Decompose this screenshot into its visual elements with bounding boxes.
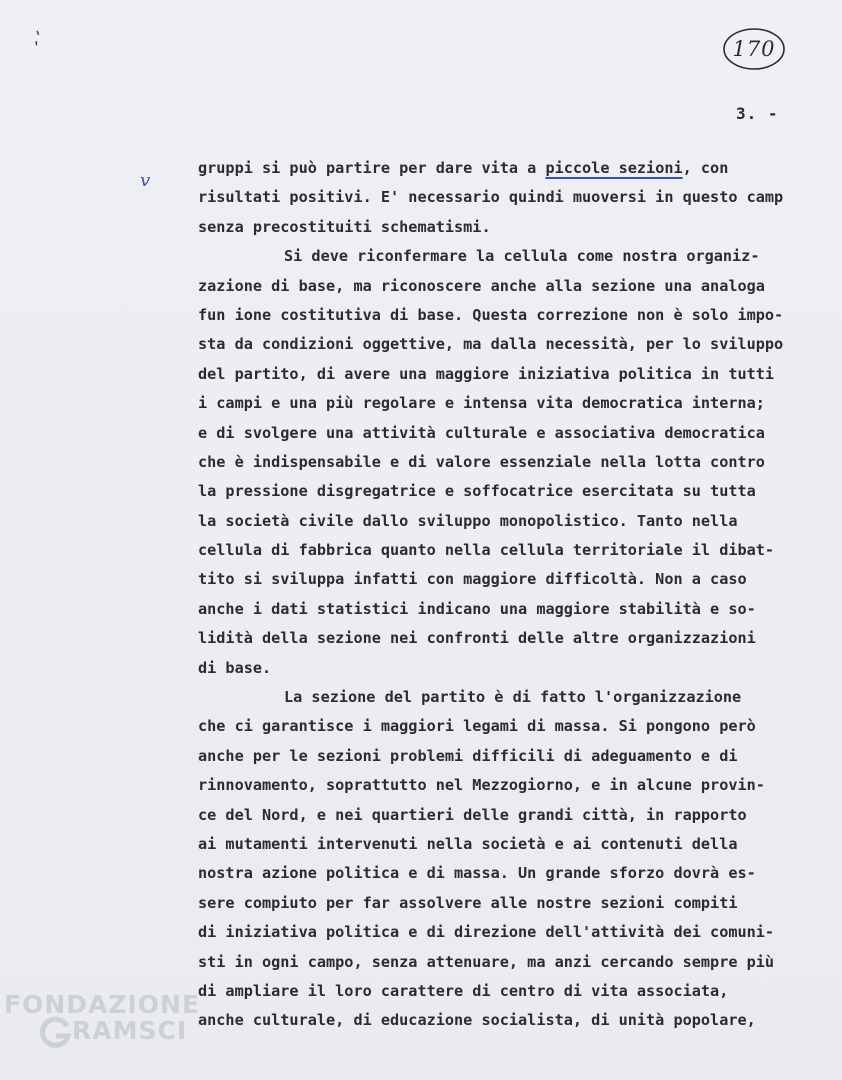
text-line: che ci garantisce i maggiori legami di massa. Si pongono però bbox=[198, 717, 756, 736]
text-segment: gruppi si può partire per dare vita a bbox=[198, 159, 546, 177]
typed-text-body bbox=[198, 154, 838, 1036]
text-line: Si deve riconfermare la cellula come nostra organiz- bbox=[284, 247, 760, 266]
text-line: la pressione disgregatrice e soffocatrice esercitata su tutta bbox=[198, 482, 756, 501]
text-line: anche culturale, di educazione socialista, di unità popolare, bbox=[198, 1011, 756, 1030]
text-segment: , con bbox=[682, 159, 729, 177]
text-line: che è indispensabile e di valore essenziale nella lotta contro bbox=[198, 452, 765, 471]
text-line: La sezione del partito è di fatto l'organizzazione bbox=[284, 688, 742, 707]
watermark-g-icon bbox=[38, 1016, 72, 1050]
text-line: di base. bbox=[198, 658, 272, 677]
watermark-line-2: RAMSCI bbox=[72, 1016, 188, 1045]
text-line: del partito, di avere una maggiore iniziativa politica in tutti bbox=[198, 364, 775, 383]
underlined-phrase: piccole sezioni bbox=[545, 159, 683, 177]
watermark-logo bbox=[4, 990, 214, 1074]
corner-pencil-mark: ,' bbox=[29, 26, 45, 49]
text-line: risultati positivi. E' necessario quindi muoversi in questo camp bbox=[198, 188, 784, 207]
text-line: sti in ogni campo, senza attenuare, ma anzi cercando sempre più bbox=[198, 952, 775, 971]
text-line: ce del Nord, e nei quartieri delle grandi città, in rapporto bbox=[198, 805, 747, 824]
text-line: senza precostituiti schematismi. bbox=[198, 217, 491, 236]
text-line: sta da condizioni oggettive, ma dalla necessità, per lo sviluppo bbox=[198, 335, 784, 354]
watermark-line-1: FONDAZIONE bbox=[4, 990, 201, 1019]
text-line: e di svolgere una attività culturale e associativa democratica bbox=[198, 423, 765, 442]
text-line: di iniziativa politica e di direzione dell'attività dei comuni- bbox=[198, 923, 775, 942]
text-line: fun ione costitutiva di base. Questa correzione non è solo impo- bbox=[198, 305, 784, 324]
text-line: lidità della sezione nei confronti delle altre organizzazioni bbox=[198, 629, 756, 648]
text-line: anche per le sezioni problemi difficili di adeguamento e di bbox=[198, 746, 738, 765]
text-line: i campi e una più regolare e intensa vita democratica interna; bbox=[198, 394, 765, 413]
text-line: sere compiuto per far assolvere alle nostre sezioni compiti bbox=[198, 893, 738, 912]
text-line: nostra azione politica e di massa. Un grande sforzo dovrà es- bbox=[198, 864, 756, 883]
text-line: la società civile dallo sviluppo monopolistico. Tanto nella bbox=[198, 511, 738, 530]
page-number: 3. - bbox=[736, 104, 779, 123]
text-line: anche i dati statistici indicano una maggiore stabilità e so- bbox=[198, 599, 756, 618]
text-line: tito si sviluppa infatti con maggiore difficoltà. Non a caso bbox=[198, 570, 747, 589]
margin-check-mark: v bbox=[140, 170, 151, 191]
text-line: zazione di base, ma riconoscere anche alla sezione una analoga bbox=[198, 276, 765, 295]
archive-stamp-number bbox=[722, 26, 786, 72]
text-line: di ampliare il loro carattere di centro di vita associata, bbox=[198, 981, 729, 1000]
text-line: cellula di fabbrica quanto nella cellula territoriale il dibat- bbox=[198, 541, 775, 560]
text-line: rinnovamento, soprattutto nel Mezzogiorno, e in alcune provin- bbox=[198, 776, 765, 795]
text-line: ai mutamenti intervenuti nella società e ai contenuti della bbox=[198, 834, 738, 853]
text-line bbox=[198, 154, 838, 183]
archive-number-text: 170 bbox=[732, 37, 776, 61]
